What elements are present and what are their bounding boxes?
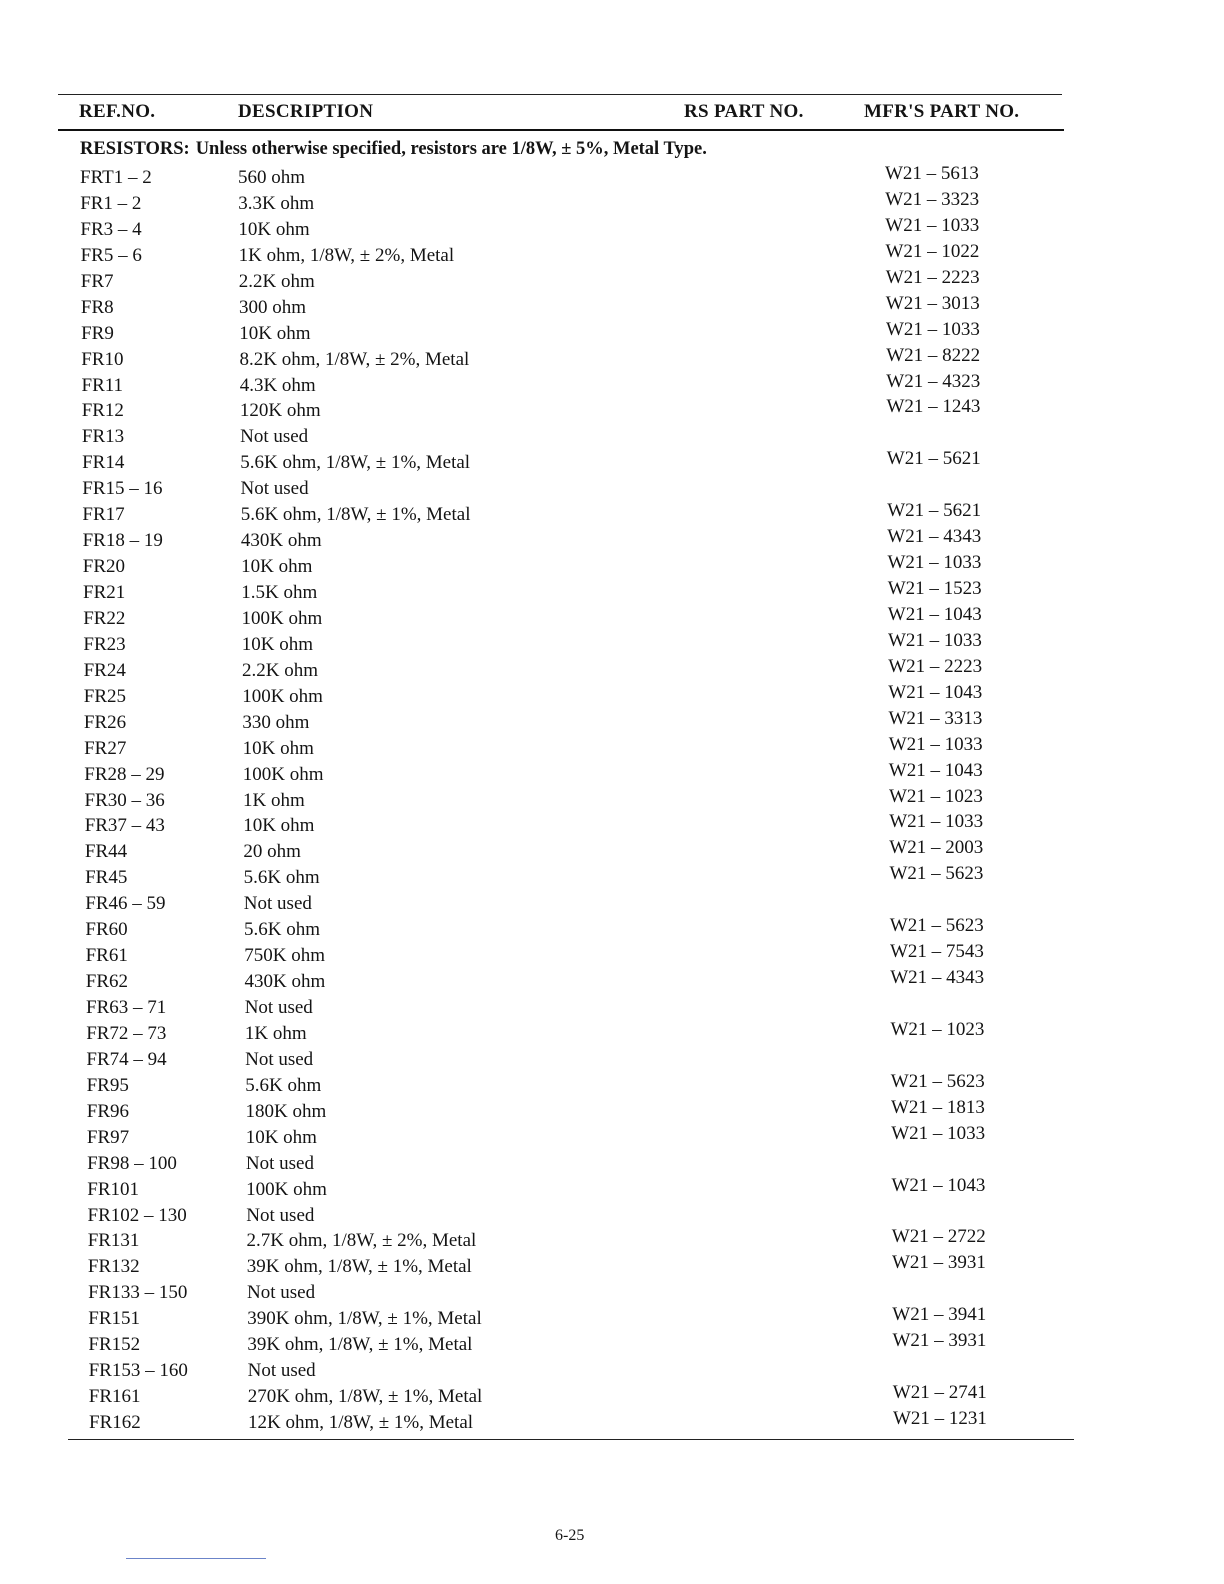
ref-no-cell: FR153 – 160 — [88, 1360, 188, 1382]
table-row — [0, 811, 1224, 841]
table-row — [0, 214, 1224, 245]
description-cell: 300 ohm — [239, 296, 307, 318]
mfr-part-no-cell: W21 – 1043 — [891, 1174, 986, 1196]
table-row — [0, 1096, 1224, 1127]
ref-no-cell: FR161 — [88, 1386, 141, 1408]
description-cell: 100K ohm — [241, 607, 323, 629]
mfr-part-no-cell: W21 – 5613 — [885, 163, 979, 184]
description-cell: 2.2K ohm — [242, 659, 318, 681]
table-row — [0, 785, 1224, 816]
table-row — [0, 1174, 1224, 1205]
mfr-part-no-cell: W21 – 3941 — [892, 1304, 987, 1326]
description-cell: 5.6K ohm — [245, 1074, 322, 1096]
table-row — [0, 1330, 1224, 1360]
description-cell: 5.6K ohm — [243, 867, 320, 889]
mfr-part-no-cell: W21 – 1043 — [888, 681, 983, 703]
table-row — [0, 1252, 1224, 1282]
description-cell: Not used — [244, 997, 313, 1018]
description-cell: 120K ohm — [239, 400, 321, 422]
table-row — [0, 603, 1224, 634]
mfr-part-no-cell: W21 – 3323 — [885, 188, 980, 210]
table-row — [0, 837, 1224, 867]
description-cell: 10K ohm — [243, 815, 315, 837]
ref-no-cell: FR23 — [83, 633, 126, 655]
description-cell: 10K ohm — [242, 737, 314, 759]
header-description: DESCRIPTION — [238, 101, 374, 122]
ref-no-cell: FR24 — [83, 659, 126, 681]
table-row — [0, 1018, 1224, 1049]
description-cell: 390K ohm, 1/8W, ± 1%, Metal — [247, 1308, 482, 1330]
section-note: Unless otherwise specified, resistors are 1/8W, ± 5%, Metal Type. — [195, 139, 707, 159]
ref-no-cell: FR46 – 59 — [85, 893, 166, 915]
description-cell: 10K ohm — [241, 633, 314, 655]
ref-no-cell: FR17 — [82, 504, 125, 526]
ref-no-cell: FR60 — [85, 919, 128, 941]
page-number: 6-25 — [555, 1527, 585, 1544]
description-cell: 10K ohm — [239, 322, 311, 344]
ref-no-cell: FR95 — [86, 1074, 129, 1096]
table-row — [0, 552, 1224, 582]
table-row — [0, 448, 1224, 478]
mfr-part-no-cell: W21 – 3313 — [888, 707, 983, 729]
table-row — [0, 681, 1224, 712]
mfr-part-no-cell: W21 – 1033 — [885, 214, 980, 236]
ref-no-cell: FR26 — [83, 711, 127, 733]
ref-no-cell: FR45 — [85, 867, 128, 889]
mfr-part-no-cell: W21 – 4323 — [886, 370, 981, 392]
description-cell: 100K ohm — [242, 763, 324, 785]
ref-no-cell: FR25 — [83, 685, 127, 707]
ref-no-cell: FR162 — [89, 1412, 141, 1433]
table-row — [0, 1122, 1224, 1153]
mfr-part-no-cell: W21 – 1033 — [886, 318, 980, 340]
mfr-part-no-cell: W21 – 5621 — [887, 500, 982, 522]
description-cell: 10K ohm — [238, 218, 310, 240]
mfr-part-no-cell: W21 – 1023 — [889, 785, 983, 807]
ref-no-cell: FR63 – 71 — [86, 997, 167, 1018]
table-row — [0, 893, 1224, 919]
description-cell: 100K ohm — [242, 685, 323, 707]
mfr-part-no-cell: W21 – 2223 — [885, 266, 980, 288]
table-row — [0, 733, 1224, 764]
description-cell: Not used — [245, 1152, 314, 1174]
description-cell: 1K ohm — [244, 1022, 307, 1044]
ref-no-cell: FR101 — [87, 1178, 140, 1200]
mfr-part-no-cell: W21 – 1523 — [887, 578, 982, 599]
mfr-part-no-cell: W21 – 1033 — [888, 733, 983, 755]
ref-no-cell: FR97 — [86, 1126, 130, 1148]
ref-no-cell: FR133 – 150 — [88, 1282, 188, 1304]
table-row — [0, 1408, 1224, 1438]
ref-no-cell: FR20 — [82, 556, 126, 578]
table-row — [0, 655, 1224, 686]
mfr-part-no-cell: W21 – 1043 — [888, 759, 983, 781]
table-row — [0, 707, 1224, 738]
ref-no-cell: FR96 — [86, 1100, 130, 1122]
table-row — [0, 863, 1224, 893]
table-row — [0, 629, 1224, 660]
ref-no-cell: FR72 – 73 — [86, 1022, 167, 1044]
mfr-part-no-cell: W21 – 1033 — [888, 629, 982, 651]
ref-no-cell: FR5 – 6 — [80, 244, 142, 266]
ref-no-cell: FR74 – 94 — [86, 1048, 167, 1070]
table-row — [0, 318, 1224, 349]
mfr-part-no-cell: W21 – 2722 — [891, 1226, 986, 1248]
description-cell: 270K ohm, 1/8W, ± 1%, Metal — [247, 1386, 483, 1408]
table-row — [0, 1304, 1224, 1334]
mfr-part-no-cell: W21 – 1033 — [891, 1122, 986, 1144]
mfr-part-no-cell: W21 – 3013 — [885, 292, 980, 314]
ref-no-cell: FR44 — [84, 841, 128, 863]
table-row — [0, 240, 1224, 271]
description-cell: 12K ohm, 1/8W, ± 1%, Metal — [248, 1412, 474, 1433]
description-cell: 10K ohm — [245, 1126, 317, 1148]
table-row — [0, 526, 1224, 556]
header-ref-no: REF.NO. — [79, 101, 156, 122]
header-rs-part-no: RS PART NO. — [684, 101, 804, 122]
mfr-part-no-cell: W21 – 4343 — [887, 526, 982, 548]
description-cell: 10K ohm — [241, 556, 313, 578]
description-cell: 1.5K ohm — [241, 582, 318, 603]
description-cell: 5.6K ohm, 1/8W, ± 1%, Metal — [240, 452, 471, 474]
mfr-part-no-cell: W21 – 1033 — [887, 552, 982, 574]
table-row — [0, 500, 1224, 530]
ref-no-cell: FR14 — [82, 452, 125, 474]
mfr-part-no-cell: W21 – 2223 — [888, 655, 983, 677]
table-row — [0, 967, 1224, 997]
ref-no-cell: FR10 — [81, 348, 124, 370]
ref-no-cell: FR9 — [81, 322, 114, 344]
description-cell: Not used — [240, 426, 309, 448]
mfr-part-no-cell: W21 – 5623 — [889, 863, 984, 885]
table-row — [0, 1070, 1224, 1101]
table-row — [0, 759, 1224, 790]
ref-no-cell: FR61 — [85, 945, 128, 967]
description-cell: 430K ohm — [244, 971, 326, 993]
mfr-part-no-cell: W21 – 5621 — [886, 448, 981, 470]
description-cell: Not used — [243, 893, 312, 915]
ref-no-cell: FR18 – 19 — [82, 530, 163, 552]
ref-no-cell: FR21 — [83, 582, 126, 603]
ref-no-cell: FR27 — [84, 737, 127, 759]
description-cell: 3.3K ohm — [238, 192, 315, 214]
description-cell: 39K ohm, 1/8W, ± 1%, Metal — [247, 1334, 473, 1356]
mfr-part-no-cell: W21 – 2741 — [892, 1382, 987, 1404]
ref-no-cell: FR37 – 43 — [84, 815, 165, 837]
table-row — [0, 163, 1224, 193]
ref-no-cell: FR3 – 4 — [80, 218, 142, 240]
mfr-part-no-cell: W21 – 1022 — [885, 240, 980, 262]
footer-blue-rule — [126, 1558, 266, 1559]
mfr-part-no-cell: W21 – 5623 — [890, 1070, 985, 1092]
description-cell: 560 ohm — [238, 167, 306, 188]
description-cell: 5.6K ohm — [244, 919, 320, 941]
description-cell: Not used — [240, 478, 309, 500]
mfr-part-no-cell: W21 – 3931 — [892, 1330, 987, 1352]
table-row — [0, 1226, 1224, 1256]
description-cell: 8.2K ohm, 1/8W, ± 2%, Metal — [239, 348, 470, 370]
ref-no-cell: FR13 — [81, 426, 125, 448]
description-cell: 330 ohm — [242, 711, 310, 733]
mfr-part-no-cell: W21 – 8222 — [886, 344, 981, 366]
table-row — [0, 578, 1224, 608]
description-cell: 1K ohm, 1/8W, ± 2%, Metal — [238, 244, 455, 266]
ref-no-cell: FR131 — [87, 1230, 140, 1252]
mfr-part-no-cell: W21 – 1813 — [891, 1096, 985, 1118]
table-row — [0, 915, 1224, 945]
description-cell: Not used — [246, 1204, 315, 1226]
mfr-part-no-cell: W21 – 1043 — [887, 603, 982, 625]
ref-no-cell: FRT1 – 2 — [80, 167, 152, 188]
section-lead: RESISTORS: — [80, 139, 190, 159]
table-row — [0, 266, 1224, 297]
description-cell: 180K ohm — [245, 1100, 327, 1122]
ref-no-cell: FR11 — [81, 374, 124, 396]
ref-no-cell: FR151 — [88, 1308, 141, 1330]
table-row — [0, 1282, 1224, 1308]
ref-no-cell: FR98 – 100 — [87, 1152, 177, 1174]
mfr-part-no-cell: W21 – 2003 — [889, 837, 984, 859]
table-row — [0, 344, 1224, 375]
description-cell: 20 ohm — [243, 841, 301, 863]
ref-no-cell: FR132 — [87, 1256, 140, 1278]
description-cell: 39K ohm, 1/8W, ± 1%, Metal — [246, 1256, 472, 1278]
description-cell: 4.3K ohm — [239, 374, 316, 396]
ref-no-cell: FR12 — [81, 400, 124, 422]
description-cell: 100K ohm — [246, 1178, 327, 1200]
mfr-part-no-cell: W21 – 4343 — [890, 967, 985, 989]
mfr-part-no-cell: W21 – 3931 — [892, 1252, 986, 1274]
description-cell: 1K ohm — [243, 789, 305, 811]
table-row — [0, 1360, 1224, 1386]
mfr-part-no-cell: W21 – 7543 — [890, 941, 984, 963]
description-cell: 2.7K ohm, 1/8W, ± 2%, Metal — [246, 1230, 477, 1252]
mfr-part-no-cell: W21 – 1231 — [893, 1408, 987, 1429]
ref-no-cell: FR62 — [85, 971, 129, 993]
description-cell: 430K ohm — [240, 530, 322, 552]
table-row — [0, 1382, 1224, 1412]
mfr-part-no-cell: W21 – 5623 — [889, 915, 984, 937]
description-cell: 2.2K ohm — [238, 270, 315, 292]
mfr-part-no-cell: W21 – 1243 — [886, 396, 981, 418]
description-cell: Not used — [245, 1048, 314, 1070]
table-row — [0, 997, 1224, 1023]
ref-no-cell: FR15 – 16 — [82, 478, 163, 500]
ref-no-cell: FR22 — [83, 607, 126, 629]
ref-no-cell: FR152 — [88, 1334, 141, 1356]
mfr-part-no-cell: W21 – 1023 — [890, 1018, 985, 1040]
description-cell: Not used — [247, 1360, 316, 1382]
table-row — [0, 1205, 1224, 1231]
table-row — [0, 941, 1224, 971]
ref-no-cell: FR30 – 36 — [84, 789, 165, 811]
description-cell: Not used — [247, 1282, 316, 1304]
table-row — [0, 478, 1224, 504]
table-row — [0, 292, 1224, 323]
table-row — [0, 396, 1224, 426]
description-cell: 750K ohm — [244, 945, 326, 967]
header-mfr-part-no: MFR'S PART NO. — [864, 101, 1020, 122]
ref-no-cell: FR28 – 29 — [84, 763, 165, 785]
mfr-part-no-cell: W21 – 1033 — [889, 811, 984, 833]
ref-no-cell: FR1 – 2 — [80, 192, 142, 214]
description-cell: 5.6K ohm, 1/8W, ± 1%, Metal — [240, 504, 471, 526]
table-row — [0, 426, 1224, 452]
table-row — [0, 370, 1224, 401]
ref-no-cell: FR7 — [80, 270, 114, 292]
ref-no-cell: FR8 — [80, 296, 114, 318]
table-row — [0, 188, 1224, 219]
table-row — [0, 1049, 1224, 1075]
table-bottom-rule — [68, 1439, 1074, 1440]
table-row — [0, 1153, 1224, 1179]
ref-no-cell: FR102 – 130 — [87, 1204, 187, 1226]
